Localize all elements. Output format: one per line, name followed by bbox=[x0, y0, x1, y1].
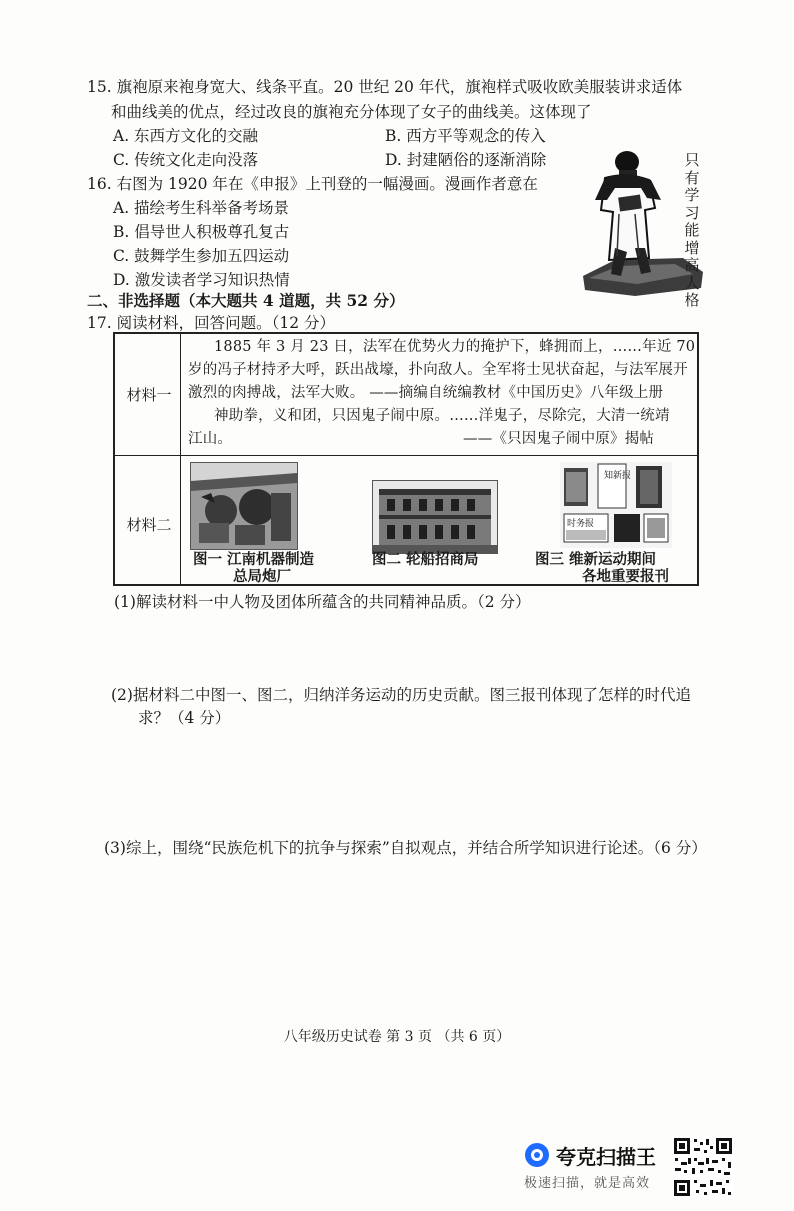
material1-line2: 岁的冯子材持矛大呼，跃出战壕，扑向敌人。全军将士见状奋起，与法军展开 bbox=[188, 362, 688, 378]
newspaper-title-2: 时务报 bbox=[567, 519, 595, 529]
material1-source2: ——《只因鬼子闹中原》揭帖 bbox=[463, 431, 655, 447]
q15-option-c: C. 传统文化走向没落 bbox=[113, 151, 259, 169]
figure1-caption-line1: 图一 江南机器制造 bbox=[193, 551, 315, 568]
cartoon-caption: 只有学习能增高人格 bbox=[684, 151, 700, 309]
q16-stem: 16. 右图为 1920 年在《申报》上刊登的一幅漫画。漫画作者意在 bbox=[87, 175, 538, 193]
page-footer: 八年级历史试卷 第 3 页 （共 6 页） bbox=[283, 1029, 511, 1045]
material1-line3: 激烈的肉搏战，法军大败。 ——摘编自统编教材《中国历史》八年级上册 bbox=[188, 385, 664, 401]
material1-line5: 江山。 bbox=[188, 431, 233, 447]
material1-line1: 1885 年 3 月 23 日，法军在优势火力的掩护下，蜂拥而上，……年近 70 bbox=[214, 339, 696, 355]
q15-stem-line1: 15. 旗袍原来袍身宽大、线条平直。20 世纪 20 年代，旗袍样式吸收欧美服装讲求适体 bbox=[87, 78, 683, 96]
q16-option-c: C. 鼓舞学生参加五四运动 bbox=[113, 247, 290, 265]
table-column-divider bbox=[180, 334, 181, 584]
brand-slogan: 极速扫描，就是高效 bbox=[524, 1176, 651, 1191]
figure3-caption-line1: 图三 维新运动期间 bbox=[535, 551, 657, 568]
q16-option-a: A. 描绘考生科举备考场景 bbox=[113, 199, 290, 217]
q17-sub3: (3)综上，围绕“民族危机下的抗争与探索”自拟观点，并结合所学知识进行论述。（6 分） bbox=[104, 839, 707, 857]
brand-logo-icon bbox=[524, 1142, 550, 1168]
q16-option-b: B. 倡导世人积极尊孔复古 bbox=[113, 223, 290, 241]
material-table bbox=[113, 332, 699, 586]
table-row-divider bbox=[115, 455, 697, 456]
q17-sub2-line2: 求？（4 分） bbox=[138, 709, 231, 727]
qr-code-icon bbox=[672, 1136, 734, 1198]
q15-stem-line2: 和曲线美的优点，经过改良的旗袍充分体现了女子的曲线美。这体现了 bbox=[111, 103, 592, 121]
figure3-caption-line2: 各地重要报刊 bbox=[582, 568, 669, 585]
q15-option-a: A. 东西方文化的交融 bbox=[113, 127, 259, 145]
q16-option-d: D. 激发读者学习知识热情 bbox=[113, 271, 290, 289]
scanner-brand bbox=[518, 1139, 668, 1195]
newspaper-title-1: 知新报 bbox=[604, 471, 632, 481]
figure2-caption: 图二 轮船招商局 bbox=[372, 551, 479, 568]
material2-label: 材料二 bbox=[126, 516, 172, 534]
figure1-factory-photo bbox=[190, 462, 298, 550]
q17-sub2-line1: (2)据材料二中图一、图二，归纳洋务运动的历史贡献。图三报刊体现了怎样的时代追 bbox=[111, 686, 691, 704]
figure1-caption-line2: 总局炮厂 bbox=[233, 568, 291, 585]
figure2-building-photo bbox=[372, 480, 498, 554]
figure3-newspapers-photo bbox=[560, 462, 672, 548]
q17-sub1: (1)解读材料一中人物及团体所蕴含的共同精神品质。（2 分） bbox=[114, 593, 531, 611]
brand-name: 夸克扫描王 bbox=[556, 1145, 656, 1169]
section2-heading: 二、非选择题（本大题共 4 道题，共 52 分） bbox=[87, 291, 405, 310]
q15-option-b: B. 西方平等观念的传入 bbox=[385, 127, 546, 145]
q17-stem: 17. 阅读材料，回答问题。（12 分） bbox=[87, 314, 335, 332]
q15-option-d: D. 封建陋俗的逐渐消除 bbox=[385, 151, 547, 169]
material1-line4: 神助拳，义和团，只因鬼子闹中原。……洋鬼子，尽除完，大清一统靖 bbox=[214, 408, 670, 424]
material1-label: 材料一 bbox=[126, 386, 172, 404]
